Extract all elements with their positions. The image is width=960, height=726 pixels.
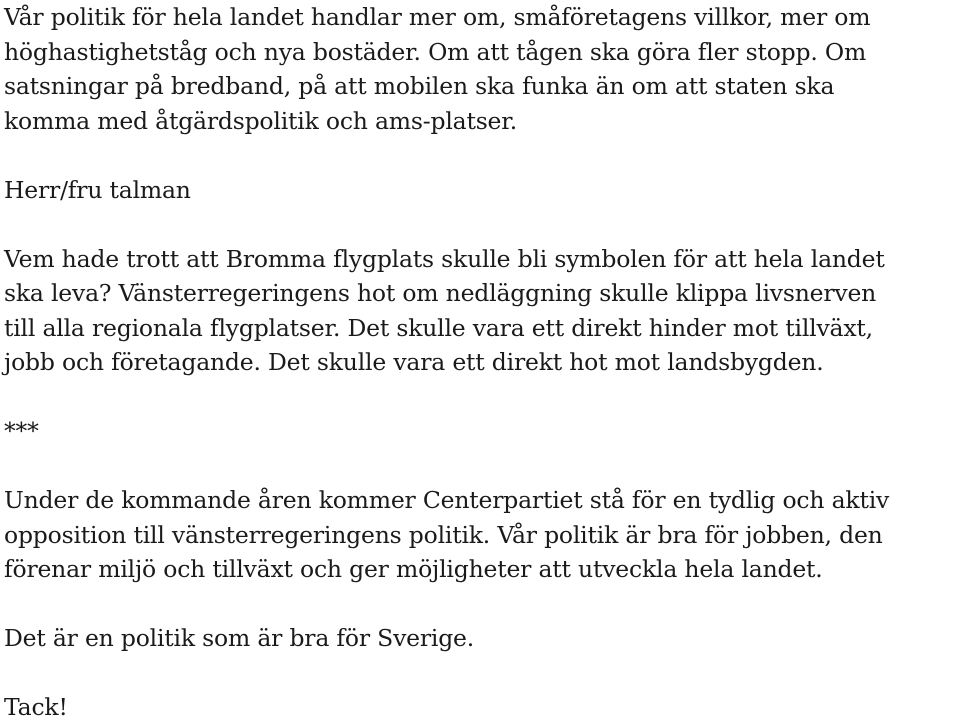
spacer <box>4 380 960 415</box>
text-line: opposition till vänsterregeringens politik. Vår politik är bra för jobben, den <box>4 520 883 549</box>
text-line: satsningar på bredband, på att mobilen ska funka än om att staten ska <box>4 72 835 100</box>
text-line: ska leva? Vänsterregeringens hot om nedläggning skulle klippa livsnerven <box>4 279 877 307</box>
spacer <box>4 138 960 173</box>
text-line: höghastighetståg och nya bostäder. Om att tågen ska göra fler stopp. Om <box>4 37 867 66</box>
text-line: Vår politik för hela landet handlar mer om, småföretagens villkor, mer om <box>4 3 871 31</box>
paragraph-1 <box>4 0 960 138</box>
text-line: Det är en politik som är bra för Sverige. <box>4 624 475 652</box>
closing <box>4 690 960 725</box>
separator-text: *** <box>4 417 39 445</box>
paragraph-3 <box>4 483 960 587</box>
spacer <box>4 449 960 484</box>
address-line <box>4 173 960 208</box>
text-line: komma med åtgärdspolitik och ams-platser. <box>4 106 517 135</box>
section-separator <box>4 414 960 449</box>
text-line: till alla regionala flygplatser. Det skulle vara ett direkt hinder mot tillväxt, <box>4 313 873 342</box>
address-text: Herr/fru talman <box>4 175 191 204</box>
text-line: Under de kommande åren kommer Centerpartiet stå för en tydlig och aktiv <box>4 486 890 514</box>
spacer <box>4 207 960 242</box>
spacer <box>4 656 960 691</box>
document-page <box>4 0 960 725</box>
paragraph-2 <box>4 242 960 380</box>
closing-text: Tack! <box>4 693 68 721</box>
paragraph-4 <box>4 621 960 656</box>
text-line: förenar miljö och tillväxt och ger möjligheter att utveckla hela landet. <box>4 555 823 583</box>
text-line: Vem hade trott att Bromma flygplats skulle bli symbolen för att hela landet <box>4 244 885 273</box>
spacer <box>4 587 960 622</box>
text-line: jobb och företagande. Det skulle vara ett direkt hot mot landsbygden. <box>4 348 824 376</box>
